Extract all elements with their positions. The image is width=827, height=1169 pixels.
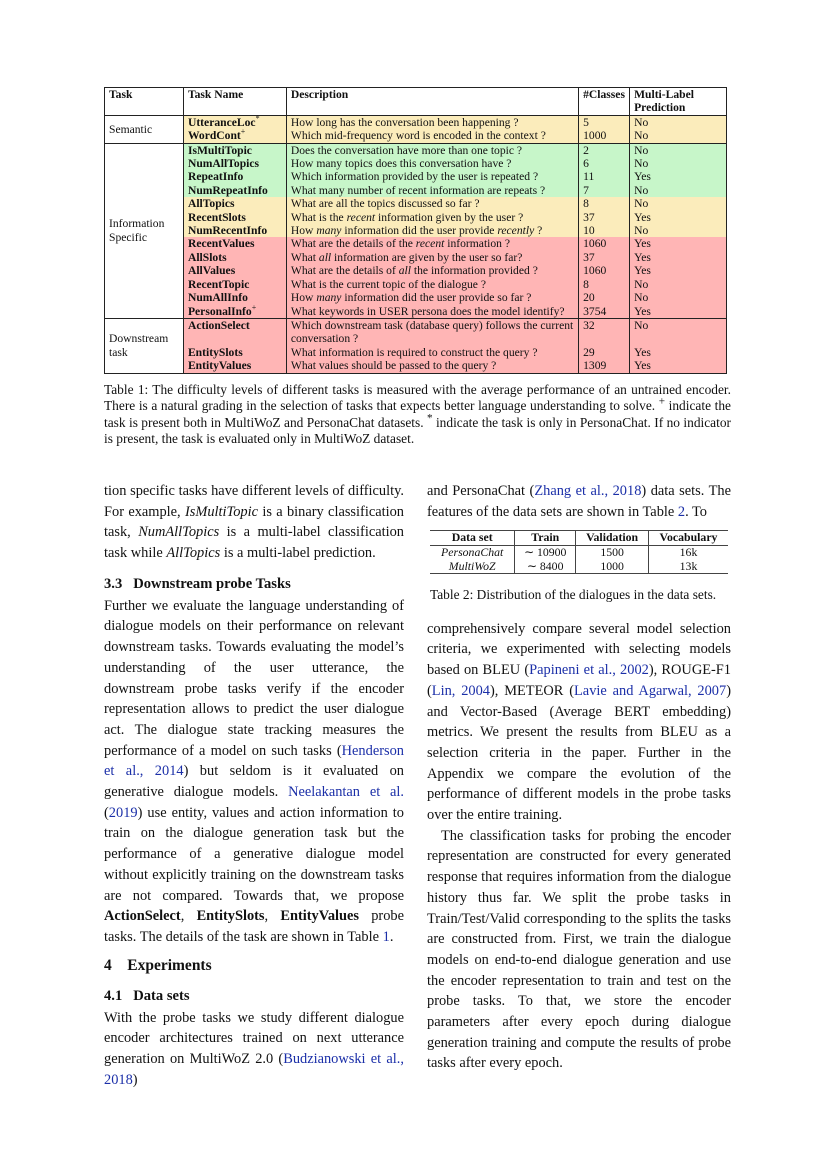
task-name: RecentTopic	[183, 278, 286, 291]
table-row	[105, 305, 727, 319]
task-group-label: Downstream task	[105, 318, 184, 373]
text-run: ), ROUGE-F1 (	[427, 662, 731, 699]
table-row	[105, 170, 727, 183]
text-run: is a binary classification task,	[104, 503, 404, 541]
task-name: RepeatInfo	[183, 170, 286, 183]
header-train: Train	[515, 531, 576, 546]
task-multi-label: Yes	[630, 211, 727, 224]
table-row	[105, 184, 727, 197]
task-description: What are the details of all the information provided ?	[286, 264, 578, 277]
table-row	[105, 143, 727, 157]
header-multi-label: Multi-Label Prediction	[630, 88, 727, 116]
task-classes: 8	[579, 197, 630, 210]
two-column-body	[104, 481, 731, 1091]
task-multi-label: No	[630, 224, 727, 237]
task-multi-label: No	[630, 318, 727, 345]
task-multi-label: Yes	[630, 251, 727, 264]
text-run: ,	[180, 908, 197, 925]
text-run: ) but seldom is it evaluated on generative dialogue models.	[104, 763, 404, 801]
task-multi-label: Yes	[630, 170, 727, 183]
task-multi-label: Yes	[630, 346, 727, 359]
left-paragraph-3	[104, 1008, 404, 1091]
task-name: NumAllInfo	[183, 291, 286, 304]
task-name: AllValues	[183, 264, 286, 277]
cell: MultiWoZ	[448, 558, 496, 573]
task-multi-label: No	[630, 184, 727, 197]
task-multi-label: Yes	[630, 237, 727, 250]
task-description: How many information did the user provide recently ?	[286, 224, 578, 237]
task-classes: 1309	[579, 359, 630, 373]
text-run: ) use entity, values and action information to train on the dialogue generation task but the performance of a generative dialogue model without explicitly training on the downstream tasks are not compared. Towards that, we propose	[104, 804, 404, 904]
task-name: ActionSelect	[183, 318, 286, 345]
header-description: Description	[286, 88, 578, 116]
task-multi-label: No	[630, 143, 727, 157]
text-run: . To	[685, 503, 707, 520]
task-group-label: Information Specific	[105, 143, 184, 318]
text-run: ), METEOR (	[490, 682, 575, 699]
citation-link[interactable]: Budzianowski et al., 2018	[104, 1051, 404, 1088]
citation-link[interactable]: Lavie and Agarwal, 2007	[574, 682, 727, 699]
task-multi-label: No	[630, 157, 727, 170]
text-run: .	[389, 928, 394, 945]
task-classes: 37	[579, 211, 630, 224]
task-multi-label: No	[630, 197, 727, 210]
task-description: What are the details of the recent information ?	[286, 237, 578, 250]
task-classes: 3754	[579, 305, 630, 319]
task-classes: 8	[579, 278, 630, 291]
citation-link[interactable]: 2	[677, 503, 686, 520]
task-multi-label: No	[630, 291, 727, 304]
task-multi-label: No	[630, 129, 727, 143]
task-classes: 29	[579, 346, 630, 359]
text-run: and PersonaChat (	[427, 482, 535, 499]
task-multi-label: Yes	[630, 264, 727, 277]
header-task-name: Task Name	[183, 88, 286, 116]
task-description: What values should be passed to the query ?	[286, 359, 578, 373]
text-run: comprehensively compare several model selection criteria, we experimented with selecting models based on BLEU (	[427, 620, 731, 679]
superscript-marker: +	[658, 395, 666, 408]
left-column	[104, 481, 404, 1091]
table-row	[105, 264, 727, 277]
task-name: EntityValues	[183, 359, 286, 373]
header-data-set: Data set	[451, 530, 493, 545]
left-paragraph-1	[104, 481, 404, 564]
task-description: Which information provided by the user is repeated ?	[286, 170, 578, 183]
citation-link[interactable]: Papineni et al., 2002	[529, 662, 649, 679]
task-classes: 2	[579, 143, 630, 157]
italic-term: AllTopics	[166, 545, 221, 562]
task-name: NumRecentInfo	[183, 224, 286, 237]
table-2-caption: Table 2: Distribution of the dialogues in the data sets.	[430, 587, 717, 603]
page-content	[104, 87, 731, 1090]
task-description: How many information did the user provide so far ?	[286, 291, 578, 304]
task-name: AllTopics	[183, 197, 286, 210]
bold-term: EntityValues	[280, 908, 360, 925]
table-row	[430, 545, 728, 559]
task-name: NumRepeatInfo	[183, 184, 286, 197]
table-row	[105, 346, 727, 359]
task-classes: 37	[579, 251, 630, 264]
task-multi-label: Yes	[630, 359, 727, 373]
task-classes: 20	[579, 291, 630, 304]
task-classes: 7	[579, 184, 630, 197]
table-2	[430, 530, 731, 574]
header-classes: #Classes	[579, 88, 630, 116]
text-run: probe tasks. The details of the task are shown in Table	[104, 908, 404, 945]
right-paragraph-2	[427, 619, 731, 826]
task-description: What all information are given by the user so far?	[286, 251, 578, 264]
table-row	[105, 251, 727, 264]
right-paragraph-1	[427, 481, 731, 522]
task-description: What are all the topics discussed so far ?	[286, 197, 578, 210]
task-description: What is the recent information given by the user ?	[286, 211, 578, 224]
task-classes: 32	[579, 318, 630, 345]
task-name: IsMultiTopic	[183, 143, 286, 157]
text-run: Further we evaluate the language understanding of dialogue models on their performance on relevant downstream tasks. Towards evaluating the model’s understanding of the user utterance, the downstream probe tasks verify if the encoder representation allows to predict the user dialogue act. The dialogue state tracking measures the performance of a model on such tasks (	[104, 597, 404, 759]
task-description: Which mid-frequency word is encoded in the context ?	[286, 129, 578, 143]
task-name: PersonalInfo+	[183, 305, 286, 319]
table-row	[105, 237, 727, 250]
bold-term: EntitySlots	[196, 908, 265, 925]
task-description: Which downstream task (database query) follows the current conversation ?	[286, 318, 578, 345]
table-row	[430, 560, 728, 574]
cell: 1000	[576, 560, 649, 574]
text-run: )	[132, 1071, 138, 1088]
section-4-heading: 4 Experiments	[104, 956, 212, 974]
task-description: How long has the conversation been happening ?	[286, 115, 578, 129]
text-run: ) and Vector-Based (Average BERT embedding) metrics. We present the results from BLEU as a selection criteria in the paper. Further in the Appendix we compare the evolution of the performance of different models in the probe tasks over the entire training.	[427, 682, 731, 824]
task-name: NumAllTopics	[183, 157, 286, 170]
table-row	[105, 224, 727, 237]
task-description: Does the conversation have more than one topic ?	[286, 143, 578, 157]
table-1	[104, 87, 727, 374]
task-classes: 10	[579, 224, 630, 237]
superscript-marker: *	[426, 412, 433, 425]
table-1-caption: Table 1: The difficulty levels of different tasks is measured with the average performance of an untrained encoder. There is a natural grading in the selection of tasks that expects better language understanding to solve. + indicate the task is present both in MultiWoZ and PersonaChat datasets. * indicate the task is only in PersonaChat. If no indicator is present, the task is evaluated only in MultiWoZ dataset.	[104, 381, 731, 447]
right-paragraph-3	[427, 826, 731, 1074]
text-run: tion specific tasks have different levels of difficulty. For example,	[104, 482, 404, 520]
right-column	[427, 481, 731, 1091]
cell: ∼ 10900	[515, 545, 576, 559]
task-description: What many number of recent information are repeats ?	[286, 184, 578, 197]
task-classes: 11	[579, 170, 630, 183]
table-row	[105, 278, 727, 291]
header-validation: Validation	[576, 531, 649, 546]
section-4-1-heading: 4.1 Data sets	[104, 987, 190, 1004]
citation-link[interactable]: Neelakantan et al.	[288, 784, 404, 801]
task-name: UtteranceLoc*	[183, 115, 286, 129]
citation-link[interactable]: 2019	[108, 804, 138, 821]
table-row	[105, 211, 727, 224]
task-classes: 6	[579, 157, 630, 170]
task-group-label: Semantic	[105, 115, 184, 143]
task-name: EntitySlots	[183, 346, 286, 359]
task-classes: 1060	[579, 264, 630, 277]
table-row	[105, 157, 727, 170]
table-row	[105, 129, 727, 143]
task-multi-label: No	[630, 115, 727, 129]
header-task: Task	[109, 88, 133, 101]
citation-link[interactable]: Lin, 2004	[431, 682, 490, 699]
text-run: (	[104, 804, 109, 821]
text-run: With the probe tasks we study different dialogue encoder architectures trained on next utterance generation on MultiWoZ 2.0 (	[104, 1009, 404, 1068]
task-description: What keywords in USER persona does the model identify?	[286, 305, 578, 319]
table-row	[105, 359, 727, 373]
cell: 16k	[649, 545, 728, 559]
text-run: ) data sets. The features of the data sets are shown in Table	[427, 482, 731, 520]
text-run: is a multi-label classification task while	[104, 524, 404, 562]
table-row	[105, 291, 727, 304]
task-name: AllSlots	[183, 251, 286, 264]
task-classes: 1000	[579, 129, 630, 143]
task-name: RecentValues	[183, 237, 286, 250]
task-description: What is the current topic of the dialogue ?	[286, 278, 578, 291]
task-description: What information is required to construct the query ?	[286, 346, 578, 359]
text-run: The classification tasks for probing the encoder representation are constructed for every generated response that requires information from the dialogue history thus far. We split the probe tasks in Train/Test/Valid corresponding to the splits the tasks are constructed from. First, we train the dialogue models on end-to-end dialogue generation and use the encoder representation to train and test on the probe tasks. To that, we store the encoder parameters after every epoch during dialogue generation training and compute the results of probe tasks after every epoch.	[427, 827, 731, 1072]
task-multi-label: No	[630, 278, 727, 291]
table-row	[105, 115, 727, 129]
citation-link[interactable]: Zhang et al., 2018	[534, 482, 642, 499]
left-paragraph-2	[104, 596, 404, 948]
table-row	[105, 197, 727, 210]
text-run: is a multi-label prediction.	[220, 545, 376, 562]
bold-term: ActionSelect	[104, 908, 181, 925]
citation-link[interactable]: Henderson et al., 2014	[104, 742, 404, 780]
task-classes: 5	[579, 115, 630, 129]
task-name: RecentSlots	[183, 211, 286, 224]
italic-term: IsMultiTopic	[184, 503, 259, 520]
italic-term: NumAllTopics	[138, 524, 220, 541]
task-classes: 1060	[579, 237, 630, 250]
table-row	[105, 318, 727, 345]
cell: 1500	[576, 545, 649, 559]
task-description: How many topics does this conversation have ?	[286, 157, 578, 170]
task-name: WordCont+	[183, 129, 286, 143]
header-vocabulary: Vocabulary	[649, 531, 728, 546]
cell: 13k	[649, 560, 728, 574]
task-multi-label: Yes	[630, 305, 727, 319]
cell: ∼ 8400	[515, 560, 576, 574]
cell: PersonaChat	[441, 544, 504, 559]
text-run: ,	[264, 908, 281, 925]
citation-link[interactable]: 1	[382, 928, 390, 945]
section-3-3-heading: 3.3 Downstream probe Tasks	[104, 575, 291, 592]
